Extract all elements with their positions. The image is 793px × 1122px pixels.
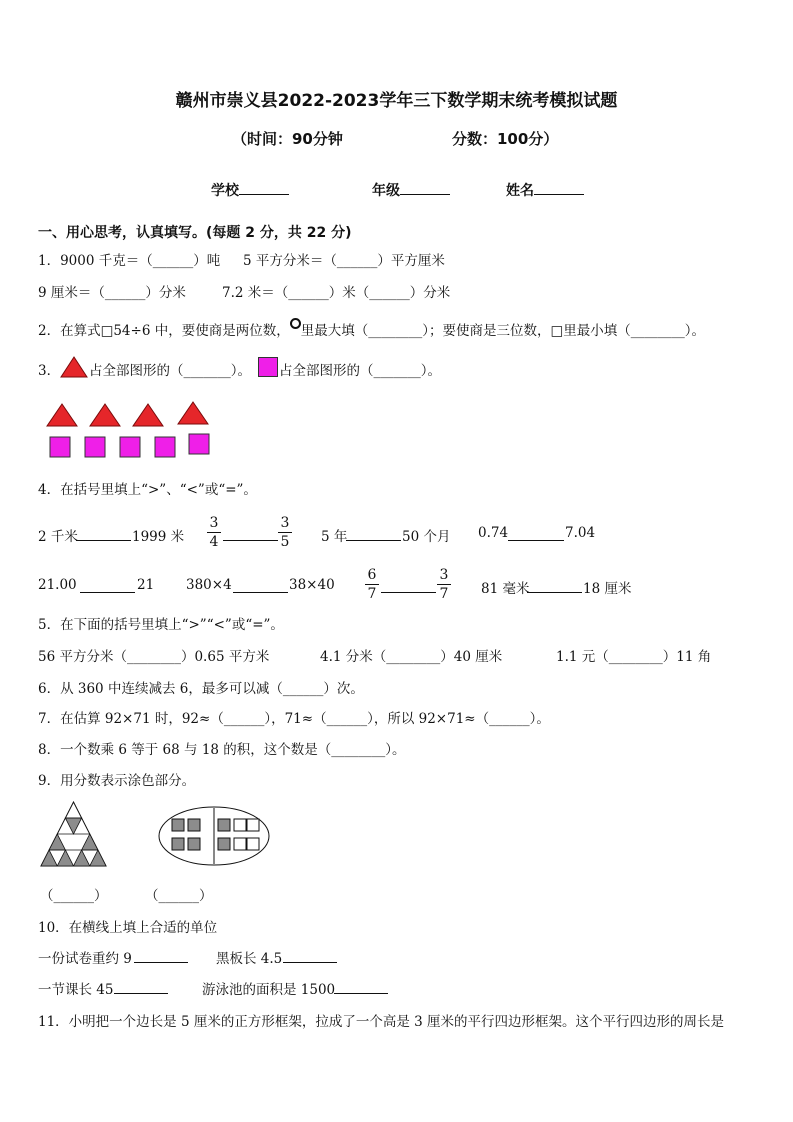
q10-part-a: 一份试卷重约 9	[38, 951, 132, 967]
q1-part-c: 9 厘米＝（______）分米	[38, 285, 186, 301]
q9-text: 9．用分数表示涂色部分。	[38, 773, 196, 789]
gray-square	[188, 819, 200, 831]
fraction-six-sevenths	[365, 566, 379, 603]
q10-text: 10．在横线上填上合适的单位	[38, 920, 218, 936]
fraction-numerator: 3	[207, 514, 221, 533]
q5-part-c: 1.1 元（________）11 角	[556, 649, 712, 665]
fraction-denominator: 5	[280, 534, 290, 550]
square-shape	[50, 437, 70, 457]
school-field[interactable]	[211, 180, 289, 200]
white-square	[234, 819, 246, 831]
q2-text	[38, 318, 705, 339]
q4-r1-c: 5 年	[321, 529, 348, 545]
page-title: 赣州市崇义县2022-2023学年三下数学期末统考模拟试题	[175, 91, 618, 111]
name-label: 姓名	[506, 183, 534, 199]
q6-text: 6．从 360 中连续减去 6，最多可以减（______）次。	[38, 681, 364, 697]
q10-blank-d[interactable]	[334, 992, 388, 994]
q9-answer-1[interactable]: （______）	[40, 888, 108, 904]
school-blank[interactable]	[239, 180, 289, 195]
q2-suffix: 里最小填（________）。	[563, 323, 705, 339]
q4-r1-blank-1[interactable]	[76, 539, 131, 541]
q4-r1-b: 1999 米	[132, 529, 185, 545]
q10-blank-c[interactable]	[114, 992, 168, 994]
q4-r1-e: 0.74	[478, 525, 509, 541]
circle-icon	[290, 318, 301, 329]
q10-part-c: 一节课长 45	[38, 982, 114, 998]
fraction-denominator: 7	[367, 586, 377, 602]
q2-box: □	[550, 323, 564, 339]
white-square	[247, 838, 259, 850]
gray-square	[188, 838, 200, 850]
fraction-three-fifths	[278, 514, 292, 551]
q4-r2-a: 21.00	[38, 577, 77, 593]
fraction-numerator: 3	[278, 514, 292, 533]
q4-r2-b: 21	[137, 577, 155, 593]
grade-field[interactable]	[372, 180, 450, 200]
q10-blank-a[interactable]	[134, 961, 188, 963]
q3-number: 3．	[38, 363, 61, 379]
q4-r1-blank-2[interactable]	[223, 539, 278, 541]
fraction-numerator: 6	[365, 566, 379, 585]
q4-r1-d: 50 个月	[402, 529, 451, 545]
school-label: 学校	[211, 183, 239, 199]
triangle-icon	[60, 356, 88, 378]
ellipse-fraction-figure	[158, 806, 270, 866]
name-field[interactable]	[506, 180, 584, 200]
q8-text: 8．一个数乘 6 等于 68 与 18 的积，这个数是（________）。	[38, 742, 406, 758]
triangle-shape	[47, 404, 77, 426]
q1-part-d: 7.2 米＝（______）米（______）分米	[222, 285, 451, 301]
section-heading: 一、用心思考，认真填写。(每题 2 分，共 22 分)	[38, 225, 352, 241]
fraction-denominator: 7	[439, 586, 449, 602]
q4-r2-blank-4[interactable]	[527, 591, 582, 593]
grade-blank[interactable]	[400, 180, 450, 195]
square-shape	[189, 434, 209, 454]
gray-square	[218, 819, 230, 831]
q4-r2-blank-1[interactable]	[80, 591, 135, 593]
q4-r2-f: 18 厘米	[583, 581, 632, 597]
fraction-denominator: 4	[209, 534, 219, 550]
triangle-shape	[90, 404, 120, 426]
q10-part-b: 黑板长 4.5	[216, 951, 283, 967]
q1-part-a: 1．9000 千克＝（______）吨	[38, 253, 221, 269]
q4-r2-d: 38×40	[289, 577, 335, 593]
q3-part-b: 占全部图形的（_______）。	[279, 363, 441, 379]
shapes-figure	[45, 402, 245, 462]
q7-text: 7．在估算 92×71 时，92≈（______），71≈（______），所以 92×71≈（______）。	[38, 711, 550, 727]
gray-square	[172, 838, 184, 850]
white-square	[234, 838, 246, 850]
q4-r2-blank-2[interactable]	[233, 591, 288, 593]
square-icon	[258, 357, 278, 377]
q4-r1-f: 7.04	[565, 525, 596, 541]
square-shape	[85, 437, 105, 457]
gray-square	[218, 838, 230, 850]
triangle-fraction-figure	[41, 802, 107, 867]
q4-r1-blank-4[interactable]	[508, 539, 564, 541]
q11-text: 11．小明把一个边长是 5 厘米的正方形框架，拉成了一个高是 3 厘米的平行四边形框架。这个平行四边形的周长是	[38, 1014, 725, 1030]
q4-r2-blank-3[interactable]	[381, 591, 436, 593]
q9-answer-2[interactable]: （______）	[145, 888, 213, 904]
triangle-shape	[133, 404, 163, 426]
q2-prefix: 2．在算式□54÷6 中，要使商是两位数，	[38, 323, 290, 339]
q5-part-a: 56 平方分米（________）0.65 平方米	[38, 649, 270, 665]
name-blank[interactable]	[534, 180, 584, 195]
exam-score: 分数：100分）	[452, 130, 559, 148]
q3-part-a: 占全部图形的（_______）。	[89, 363, 251, 379]
q2-mid: 里最大填（________）；要使商是三位数，	[300, 323, 551, 339]
fraction-numerator: 3	[437, 566, 451, 585]
fraction-three-sevenths	[437, 566, 451, 603]
q10-part-d: 游泳池的面积是 1500	[202, 982, 336, 998]
q10-blank-b[interactable]	[283, 961, 337, 963]
q5-text: 5．在下面的括号里填上“>”“<”或“=”。	[38, 617, 284, 633]
gray-square	[172, 819, 184, 831]
q4-r2-c: 380×4	[186, 577, 232, 593]
white-square	[247, 819, 259, 831]
square-shape	[155, 437, 175, 457]
q4-r1-blank-3[interactable]	[346, 539, 401, 541]
q4-r2-e: 81 毫米	[481, 581, 530, 597]
grade-label: 年级	[372, 183, 400, 199]
q1-part-b: 5 平方分米＝（______）平方厘米	[243, 253, 445, 269]
q5-part-b: 4.1 分米（________）40 厘米	[320, 649, 503, 665]
q4-text: 4．在括号里填上“>”、“<”或“=”。	[38, 482, 257, 498]
q4-r1-a: 2 千米	[38, 529, 78, 545]
square-shape	[120, 437, 140, 457]
fraction-three-quarters	[207, 514, 221, 551]
triangle-shape	[178, 402, 208, 424]
exam-time: （时间：90分钟	[232, 130, 343, 148]
